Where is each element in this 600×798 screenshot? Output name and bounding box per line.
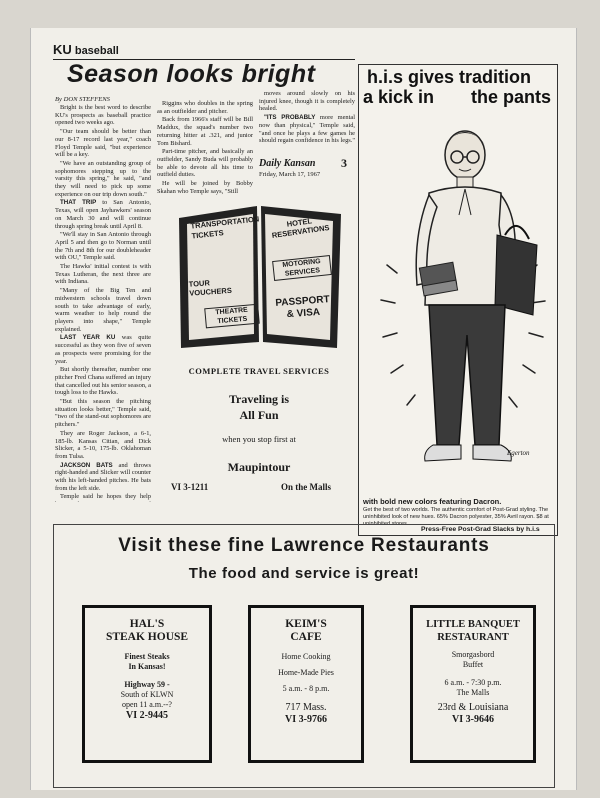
issue-date: Friday, March 17, 1967 bbox=[259, 171, 321, 178]
restaurant-phone: VI 2-9445 bbox=[126, 710, 168, 721]
paragraph-lead: JACKSON BATS bbox=[60, 461, 113, 469]
folder-label-motoring: MOTORING SERVICES bbox=[272, 255, 332, 281]
clothing-tagline: with bold new colors featuring Dacron. bbox=[363, 497, 502, 506]
section-label bbox=[53, 42, 119, 57]
article-paragraph bbox=[55, 287, 151, 333]
paper-name: Daily Kansan bbox=[259, 158, 316, 169]
article-paragraph bbox=[259, 114, 355, 145]
paragraph-text: was quite successful as they won five of seven as prospects were promising for the year. bbox=[55, 334, 151, 365]
restaurant-name-2: STEAK HOUSE bbox=[105, 631, 189, 643]
folder-label-theatre: THEATRE TICKETS bbox=[204, 304, 260, 329]
folder-label-hotel: HOTEL RESERVATIONS bbox=[271, 216, 330, 240]
restaurant-little-banquet bbox=[410, 605, 536, 763]
section-prefix: KU bbox=[53, 42, 72, 57]
restaurant-line: The Malls bbox=[456, 688, 490, 697]
paragraph-lead: "ITS PROBABLY bbox=[264, 114, 316, 122]
article-paragraph bbox=[55, 128, 151, 159]
restaurant-line: Finest Steaks bbox=[124, 652, 170, 661]
restaurant-name-2: CAFE bbox=[290, 631, 322, 643]
paragraph-text: to San Antonio, Texas, will open Jayhawkers' season on March 30 and will continue through spring break until April 8. bbox=[55, 199, 151, 230]
travel-headline-2: All Fun bbox=[239, 408, 279, 422]
paragraph-text: He will be joined by Bobby Skahan who Temple says, "Still bbox=[157, 180, 253, 195]
restaurant-name-1: LITTLE BANQUET bbox=[426, 619, 520, 630]
paragraph-text: "We'll stay in San Antonio through April 5 and then go to Norman until the 7th and 8th for our doubleheader with OU," Temple said. bbox=[55, 231, 151, 262]
article-paragraph bbox=[55, 334, 151, 365]
restaurant-name-1: KEIM'S bbox=[285, 618, 327, 630]
article-paragraph bbox=[157, 180, 253, 195]
paragraph-text: "But this season the pitching situation looks better," Temple said, "two of the stand-out sophomores are pitchers." bbox=[55, 398, 151, 429]
article-paragraph bbox=[55, 462, 151, 493]
folder-label-transport: TRANSPORTATION TICKETS bbox=[190, 214, 260, 241]
article-paragraph bbox=[55, 104, 151, 127]
paragraph-text: Temple said he hopes they help bbox=[60, 493, 151, 501]
restaurant-line: South of KLWN bbox=[120, 690, 174, 699]
restaurants-title: Visit these fine Lawrence Restaurants bbox=[118, 535, 490, 556]
clothing-footer: Press-Free Post-Grad Slacks by h.i.s bbox=[421, 526, 540, 533]
newspaper-page bbox=[30, 28, 577, 790]
paragraph-lead: THAT TRIP bbox=[60, 199, 97, 207]
article-paragraph bbox=[55, 493, 151, 502]
article-headline: Season looks bright bbox=[67, 60, 316, 88]
section-name: baseball bbox=[74, 45, 119, 57]
folder-label-tour: TOUR VOUCHERS bbox=[188, 278, 233, 298]
article-paragraph bbox=[55, 263, 151, 286]
restaurant-line: 6 a.m. - 7:30 p.m. bbox=[444, 678, 502, 687]
restaurant-phone: VI 3-9646 bbox=[452, 714, 494, 725]
paragraph-text: Part-time pitcher, and basically an outfielder, Sandy Buda will probably be able to devote all his time to outfield duties. bbox=[157, 148, 253, 179]
clothing-ad bbox=[358, 64, 558, 536]
folder-label-passport: PASSPORT & VISA bbox=[275, 294, 331, 321]
travel-sub: when you stop first at bbox=[222, 434, 296, 444]
student-illustration bbox=[367, 115, 557, 485]
restaurant-keims bbox=[248, 605, 364, 763]
clothing-body: Get the best of two worlds. The authentic comfort of Post-Grad styling. The uninhibited look of new hues. 65% Dacron polyester, 35% Avril rayon. $8 at uninhibited stores. bbox=[363, 507, 549, 527]
paragraph-text: more mental now than physical," Temple said, "and once he plays a few games he should regain confidence in his legs." bbox=[259, 114, 355, 145]
restaurant-name-2: RESTAURANT bbox=[437, 632, 509, 643]
travel-location: On the Malls bbox=[281, 482, 332, 492]
paragraph-text: The Hawks' initial contest is with Texas Lutheran, the next three are with Indiana. bbox=[55, 263, 151, 286]
article-paragraph bbox=[55, 366, 151, 397]
article-byline: By DON STEFFENS bbox=[55, 96, 110, 103]
article-paragraph bbox=[157, 116, 253, 147]
restaurant-line: Smorgasbord bbox=[451, 650, 495, 659]
restaurants-subtitle: The food and service is great! bbox=[188, 565, 420, 582]
paragraph-text: "Many of the Big Ten and midwestern schools travel down south to take advantage of early, warm weather to help round the players into shape," Temple explained. bbox=[55, 287, 151, 333]
restaurant-line: Buffet bbox=[462, 660, 484, 669]
restaurant-hals bbox=[82, 605, 212, 763]
page-number: 3 bbox=[341, 156, 347, 170]
restaurant-name-1: HAL'S bbox=[129, 618, 165, 630]
restaurant-line: Home Cooking bbox=[281, 652, 331, 661]
restaurant-phone: VI 3-9766 bbox=[285, 714, 327, 725]
restaurant-line: 717 Mass. bbox=[285, 702, 327, 713]
paragraph-text: and throws right-handed and Slicker will counter with his left-handed pitches. He bats from the left side. bbox=[55, 461, 151, 492]
paragraph-text: Riggins who doubles in the spring as an outfielder and pitcher. bbox=[157, 100, 253, 115]
paragraph-text: "We have an outstanding group of sophomores stepping up to the varsity this spring," he said, "and they will need to pick up some experience on our trip down south." bbox=[55, 159, 151, 198]
article-paragraph bbox=[157, 100, 253, 115]
restaurant-line: open 11 a.m.--? bbox=[122, 700, 172, 709]
clothing-headline-1: h.i.s gives tradition bbox=[367, 67, 532, 87]
paragraph-text: Back from 1966's staff will be Bill Maddux, the squad's number two returning hitter at .321, and junior Tom Bishard. bbox=[157, 116, 253, 147]
article-paragraph bbox=[259, 90, 355, 113]
article-paragraph bbox=[157, 148, 253, 179]
article-column-1 bbox=[55, 104, 151, 502]
article-paragraph bbox=[55, 231, 151, 262]
travel-ad bbox=[161, 196, 357, 518]
paragraph-text: But shortly thereafter, number one pitcher Fred Chana suffered an injury that cancelled out his senior season, a tough loss to the Hawks. bbox=[55, 366, 151, 397]
clothing-headline-2a: a kick in bbox=[363, 87, 435, 107]
restaurant-line: 5 a.m. - 8 p.m. bbox=[282, 684, 330, 693]
restaurant-line: Home-Made Pies bbox=[278, 668, 334, 677]
clothing-headline-2b: the pants bbox=[471, 87, 552, 107]
travel-phone: VI 3-1211 bbox=[171, 482, 209, 492]
restaurant-line: 23rd & Louisiana bbox=[437, 702, 509, 713]
restaurants-ad bbox=[53, 524, 555, 788]
article-paragraph bbox=[55, 160, 151, 199]
restaurant-line: In Kansas! bbox=[128, 662, 166, 671]
article-paragraph bbox=[55, 430, 151, 461]
restaurant-line: Highway 59 - bbox=[124, 680, 170, 689]
article-column-2 bbox=[157, 100, 253, 198]
article-paragraph bbox=[55, 398, 151, 429]
paragraph-text: moves around slowly on his injured knee, though it is completely healed. bbox=[259, 90, 355, 113]
artist-signature: Egerton bbox=[507, 449, 530, 457]
article-paragraph bbox=[55, 199, 151, 230]
paragraph-text: They are Roger Jackson, a 6-1, 185-lb. Kansas Citian, and Dick Slicker, a 5-10, 175-lb. Oklahoman from Tulsa. bbox=[55, 429, 151, 460]
paragraph-text: "Our team should be better than our 8-17 record last year," coach Floyd Temple said, "but experience will be a key. bbox=[55, 128, 151, 159]
travel-headline-1: Traveling is bbox=[228, 392, 290, 406]
travel-services: COMPLETE TRAVEL SERVICES bbox=[188, 366, 330, 376]
travel-agency-name: Maupintour bbox=[227, 460, 291, 474]
article-column-3 bbox=[259, 90, 355, 158]
paragraph-text: Bright is the best word to describe KU's prospects as baseball practice opened two weeks ago. bbox=[55, 104, 151, 127]
paragraph-lead: LAST YEAR KU bbox=[60, 334, 116, 342]
